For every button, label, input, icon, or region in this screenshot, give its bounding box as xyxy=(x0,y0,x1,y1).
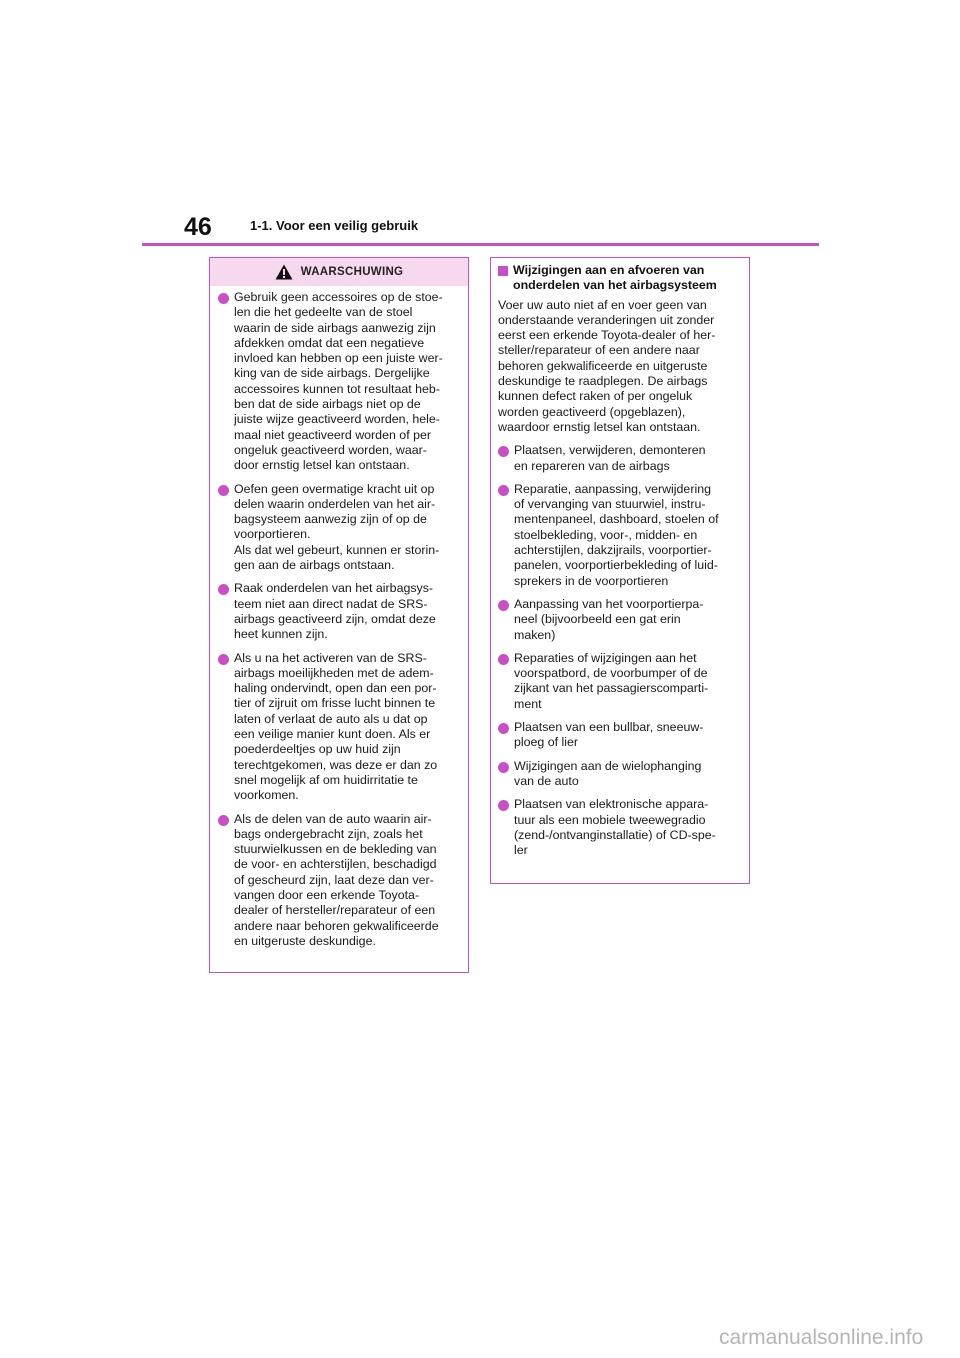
modification-item-text: Plaatsen van elektronische appara- tuur als een mobiele tweewegradio (zend-/ontvanginstallatie) of CD-spe- ler xyxy=(514,797,716,858)
bullet-dot-icon xyxy=(218,584,229,595)
warning-panel xyxy=(209,257,469,973)
modification-item xyxy=(498,482,743,589)
bullet-dot-icon xyxy=(498,654,509,665)
modification-item xyxy=(498,797,743,858)
modifications-panel xyxy=(490,257,750,884)
bullet-dot-icon xyxy=(498,723,509,734)
warning-triangle-icon xyxy=(275,264,293,280)
warning-body xyxy=(210,286,468,949)
warning-item-text: Als de delen van de auto waarin air- bags ondergebracht zijn, zoals het stuurwielkussen en de bekleding van de voor- en achterstijlen, beschadigd of gescheurd zijn, laat deze dan ver- vangen door een erkende Toyota- dealer of hersteller/reparateur of een andere naar behoren gekwalificeerde en uitgeruste deskundige. xyxy=(234,811,439,948)
bullet-dot-icon xyxy=(498,762,509,773)
warning-item-text: Als u na het activeren van de SRS- airbags moeilijkheden met de adem- haling ondervindt, open dan een por- tier of zijruit om frisse lucht binnen te laten of verlaat de auto als u dat op een veilige manier kunt doen. Als er poederdeeltjes op uw huid zijn terechtgekomen, was deze er dan zo snel mogelijk af om huidirritatie te voorkomen. xyxy=(234,650,438,803)
modification-item-text: Reparatie, aanpassing, verwijdering of vervanging van stuurwiel, instru- mentenpaneel, dashboard, stoelen of stoelbekleding, voor-, midden- en achterstijlen, dakzijrails, voorportier- panelen, voorportierbekleding of luid- sprekers in de voorportieren xyxy=(514,481,719,588)
modification-item xyxy=(498,720,743,751)
bullet-dot-icon xyxy=(498,485,509,496)
modification-item xyxy=(498,443,743,474)
warning-item-text: Gebruik geen accessoires op de stoe- len die het gedeelte van de stoel waarin de side airbags aanwezig zijn afdekken omdat dat een negatieve invloed kan hebben op een juiste wer- king van de side airbags. Dergelijke accessoires kunnen tot resultaat heb- ben dat de side airbags niet op de juiste wijze geactiveerd worden, hele- maal niet geactiveerd worden of per ongeluk geactiveerd worden, waar- door ernstig letsel kan ontstaan. xyxy=(234,290,443,473)
warning-item xyxy=(218,290,462,474)
page-number: 46 xyxy=(184,213,212,241)
warning-title: WAARSCHUWING xyxy=(300,266,404,278)
section-title: 1-1. Voor een veilig gebruik xyxy=(250,218,419,233)
warning-header xyxy=(210,258,468,286)
modification-item-text: Plaatsen, verwijderen, demonteren en repareren van de airbags xyxy=(514,443,706,473)
modification-item-text: Aanpassing van het voorportierpa- neel (bijvoorbeeld een gat erin maken) xyxy=(514,596,704,642)
warning-item xyxy=(218,482,462,574)
modifications-intro: Voer uw auto niet af en voer geen van onderstaande veranderingen uit zonder eerst een erkende Toyota-dealer of her- steller/reparateur of een andere naar behoren gekwalificeerde en uitgeruste deskundige te raadplegen. De airbags kunnen defect raken of per ongeluk worden geactiveerd (opgeblazen), waardoor ernstig letsel kan ontstaan. xyxy=(498,297,716,434)
warning-item xyxy=(218,651,462,804)
square-bullet-icon xyxy=(498,266,508,276)
bullet-dot-icon xyxy=(218,654,229,665)
bullet-dot-icon xyxy=(498,600,509,611)
modifications-heading-text: Wijzigingen aan en afvoeren van onderdelen van het airbagsysteem xyxy=(513,263,717,293)
bullet-dot-icon xyxy=(218,485,229,496)
modification-item xyxy=(498,651,743,712)
bullet-dot-icon xyxy=(498,446,509,457)
header-divider xyxy=(142,243,819,246)
warning-item xyxy=(218,812,462,950)
modification-item-text: Plaatsen van een bullbar, sneeuw- ploeg of lier xyxy=(514,720,704,750)
modification-item-text: Reparaties of wijzigingen aan het voorspatbord, de voorbumper of de zijkant van het passagierscomparti- ment xyxy=(514,650,709,711)
bullet-dot-icon xyxy=(218,815,229,826)
bullet-dot-icon xyxy=(498,800,509,811)
modifications-heading xyxy=(498,263,743,294)
warning-item-text: Oefen geen overmatige kracht uit op delen waarin onderdelen van het air- bagsysteem aanwezig zijn of op de voorportieren. Als dat wel gebeurt, kunnen er storin- gen aan de airbags ontstaan. xyxy=(234,481,440,573)
watermark: carmanualsonline.info xyxy=(719,1326,924,1349)
modification-item-text: Wijzigingen aan de wielophanging van de auto xyxy=(514,758,702,788)
modification-item xyxy=(498,597,743,643)
warning-item-text: Raak onderdelen van het airbagsys- teem niet aan direct nadat de SRS- airbags geactiveerd zijn, omdat deze heet kunnen zijn. xyxy=(234,581,436,642)
bullet-dot-icon xyxy=(218,293,229,304)
warning-item xyxy=(218,581,462,642)
modification-item xyxy=(498,759,743,790)
